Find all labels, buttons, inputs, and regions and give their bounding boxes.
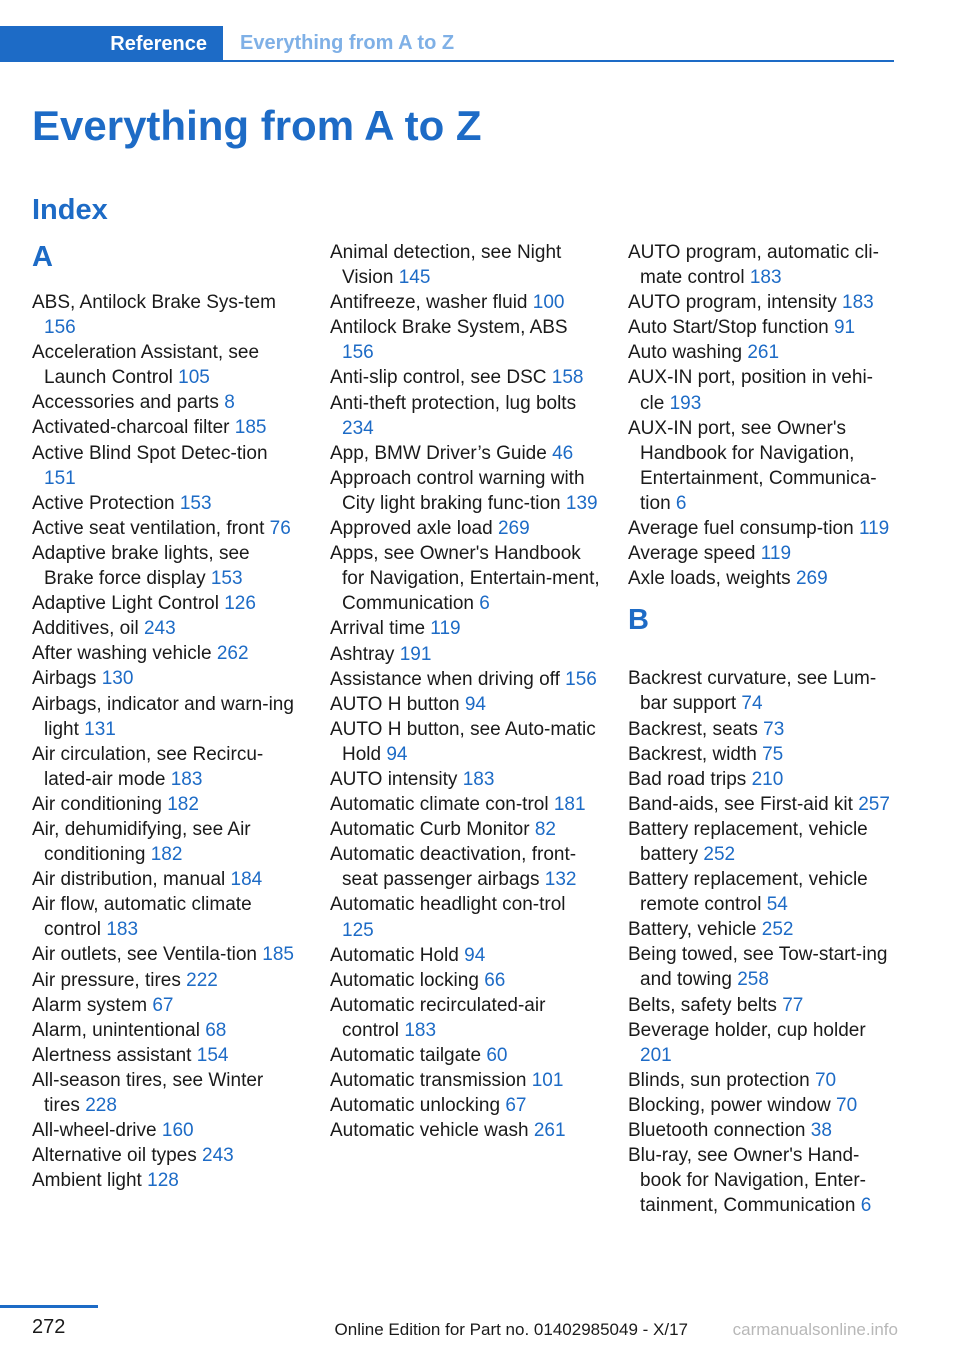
page-link[interactable]: 126 — [224, 593, 256, 615]
page-link[interactable]: 185 — [234, 417, 267, 439]
entry-text: AUTO H button, see Auto-matic Hold — [330, 718, 596, 765]
entry-text: Backrest, seats — [628, 718, 758, 740]
entry-text: Alarm system — [32, 994, 148, 1016]
entry-text: All-wheel-drive — [32, 1120, 157, 1142]
entry-text: Battery replacement, vehicle remote control — [628, 869, 868, 916]
entry-text: AUTO H button — [330, 693, 460, 715]
entry-text: Automatic unlocking — [330, 1095, 501, 1117]
page-link[interactable]: 210 — [751, 768, 784, 790]
page-link[interactable]: 38 — [810, 1120, 832, 1141]
index-entry — [330, 968, 602, 993]
index-entry — [628, 1093, 896, 1118]
page-link[interactable]: 252 — [703, 843, 736, 865]
entry-text: AUX-IN port, see Owner's Handbook for Navigation, Entertainment, Communica-tion — [628, 417, 877, 514]
index-entry — [628, 767, 896, 792]
page-link[interactable]: 182 — [167, 793, 199, 815]
index-entry — [628, 290, 896, 315]
page-link[interactable]: 185 — [262, 944, 294, 966]
page-link[interactable]: 243 — [143, 618, 176, 640]
entry-text: Adaptive brake lights, see Brake force display — [32, 542, 250, 590]
index-entry — [32, 1143, 304, 1168]
entry-text: Automatic Curb Monitor — [330, 819, 530, 841]
page-link[interactable]: 8 — [224, 392, 235, 414]
page-link[interactable]: 73 — [763, 718, 785, 740]
index-entry — [330, 792, 602, 817]
page-link[interactable]: 60 — [486, 1045, 508, 1066]
index-entry — [330, 767, 602, 792]
page-link[interactable]: 6 — [860, 1195, 872, 1217]
index-entry — [628, 365, 896, 415]
index-entry — [32, 1168, 304, 1193]
entry-text: Automatic locking — [330, 969, 479, 991]
index-entry — [628, 1068, 896, 1093]
index-entry — [32, 591, 304, 616]
index-entry — [628, 516, 896, 541]
index-entry — [32, 441, 304, 491]
page-link[interactable]: 156 — [342, 342, 374, 364]
page-link[interactable]: 183 — [749, 267, 782, 289]
page-link[interactable]: 75 — [762, 743, 784, 765]
page-link[interactable]: 82 — [534, 819, 556, 841]
index-entry — [628, 742, 896, 767]
page-link[interactable]: 262 — [216, 643, 249, 665]
entry-text: Air distribution, manual — [32, 869, 226, 891]
index-entry — [32, 867, 304, 892]
footer-rule — [0, 1305, 98, 1308]
index-entry — [330, 616, 602, 641]
page-link[interactable]: 193 — [669, 392, 702, 414]
page-link[interactable]: 131 — [84, 718, 116, 740]
entry-text: Air conditioning — [32, 793, 162, 815]
section-title: Index — [32, 194, 108, 226]
page-link[interactable]: 183 — [170, 768, 203, 790]
header-rule — [223, 60, 894, 62]
index-entry — [628, 666, 896, 716]
page-link[interactable]: 228 — [85, 1095, 117, 1116]
entry-text: AUTO program, automatic cli-mate control — [628, 242, 879, 289]
index-entry — [32, 942, 304, 967]
entry-text: Apps, see Owner's Handbook for Navigation, Entertain-ment, Communication — [330, 543, 600, 615]
index-entry — [330, 1043, 602, 1068]
page-link[interactable]: 201 — [640, 1044, 672, 1066]
entry-text: Air pressure, tires — [32, 969, 181, 991]
index-entry — [32, 415, 304, 440]
page-link[interactable]: 119 — [858, 518, 890, 540]
entry-text: Automatic headlight con-trol — [330, 894, 566, 916]
entry-text: All-season tires, see Winter tires — [32, 1069, 264, 1116]
page-link[interactable]: 182 — [150, 844, 183, 866]
index-column-2 — [330, 240, 602, 1143]
page-link[interactable]: 46 — [552, 442, 574, 464]
index-entry — [628, 867, 896, 917]
page-link[interactable]: 67 — [152, 994, 174, 1016]
entry-text: Airbags, indicator and warn-ing light — [32, 693, 294, 740]
index-entry — [330, 466, 602, 516]
entry-text: Assistance when driving off — [330, 668, 560, 690]
entry-text: Automatic transmission — [330, 1070, 527, 1092]
index-entry — [628, 817, 896, 867]
index-entry — [32, 742, 304, 792]
page-link[interactable]: 54 — [766, 894, 788, 916]
page-link[interactable]: 70 — [836, 1094, 858, 1116]
entry-text: Bad road trips — [628, 768, 747, 790]
page-link[interactable]: 68 — [205, 1019, 227, 1041]
index-entry — [330, 717, 602, 767]
index-letter: A — [32, 241, 53, 273]
entry-text: ABS, Antilock Brake Sys-tem — [32, 292, 276, 313]
entry-text: Blinds, sun protection — [628, 1069, 810, 1091]
entry-text: Battery replacement, vehicle battery — [628, 818, 868, 865]
entry-text: Antifreeze, washer fluid — [330, 292, 528, 314]
page-link[interactable]: 269 — [497, 518, 530, 540]
entry-text: AUTO intensity — [330, 768, 458, 790]
entry-text: Automatic climate con-trol — [330, 794, 549, 816]
entry-text: Battery, vehicle — [628, 919, 757, 941]
index-letter: B — [628, 604, 649, 637]
entry-text: Alarm, unintentional — [32, 1019, 200, 1041]
entry-text: Animal detection, see Night Vision — [330, 242, 562, 289]
index-entry — [32, 390, 304, 415]
page-link[interactable]: 139 — [565, 492, 598, 514]
entry-text: Acceleration Assistant, see Launch Control — [32, 342, 260, 389]
page-link[interactable]: 183 — [404, 1019, 437, 1041]
index-entry — [330, 892, 602, 942]
page-link[interactable]: 258 — [737, 969, 769, 991]
index-entry — [628, 942, 896, 992]
entry-text: Backrest curvature, see Lum-bar support — [628, 668, 877, 715]
entry-text: Antilock Brake System, ABS — [330, 317, 568, 339]
index-entry — [330, 692, 602, 717]
page-link[interactable]: 91 — [833, 317, 856, 339]
index-entry — [32, 541, 304, 591]
entry-text: Air, dehumidifying, see Air conditioning — [32, 818, 251, 866]
index-entry — [628, 240, 896, 290]
page-link[interactable]: 76 — [269, 517, 291, 539]
entry-text: After washing vehicle — [32, 643, 212, 665]
page-link[interactable]: 153 — [179, 492, 212, 514]
page-link[interactable]: 67 — [505, 1095, 527, 1117]
entry-text: Alternative oil types — [32, 1145, 197, 1167]
entry-text: Air flow, automatic climate control — [32, 894, 252, 941]
entry-text: Axle loads, weights — [628, 568, 791, 590]
page-link[interactable]: 145 — [398, 267, 431, 289]
entry-text: Automatic Hold — [330, 944, 459, 966]
page-link[interactable]: 261 — [747, 342, 780, 364]
entry-text: Automatic vehicle wash — [330, 1120, 529, 1142]
page-link[interactable]: 269 — [795, 568, 828, 590]
page-link[interactable]: 158 — [551, 367, 584, 389]
tab-everything-a-to-z[interactable]: Everything from A to Z — [240, 32, 455, 54]
page-title: Everything from A to Z — [32, 102, 482, 149]
page-link[interactable]: 243 — [202, 1145, 234, 1167]
index-entry — [32, 892, 304, 942]
index-entry — [330, 943, 602, 968]
index-entry — [32, 1068, 304, 1118]
index-entry — [32, 692, 304, 742]
entry-text: Approved axle load — [330, 518, 493, 540]
index-entry — [330, 441, 602, 466]
entry-text: Anti-slip control, see DSC — [330, 367, 547, 389]
index-entry — [32, 641, 304, 666]
page-link[interactable]: 70 — [814, 1069, 837, 1091]
index-entry — [330, 667, 602, 692]
page-link[interactable]: 184 — [230, 869, 263, 891]
index-entry — [330, 1068, 602, 1093]
index-entry — [330, 240, 602, 290]
page-link[interactable]: 257 — [858, 793, 890, 815]
index-entry — [628, 1018, 896, 1068]
index-entry — [628, 416, 896, 516]
index-entry — [330, 516, 602, 541]
index-entry — [628, 792, 896, 817]
index-entry — [32, 491, 304, 516]
index-entry — [330, 365, 602, 390]
entry-text: Activated-charcoal filter — [32, 417, 230, 439]
page-link[interactable]: 128 — [147, 1170, 179, 1192]
page-link[interactable]: 6 — [479, 593, 490, 615]
entry-text: Auto washing — [628, 342, 743, 364]
page-number: 272 — [32, 1316, 66, 1338]
tab-reference[interactable]: Reference — [0, 26, 223, 62]
entry-text: AUX-IN port, position in vehi-cle — [628, 367, 873, 414]
entry-text: Air circulation, see Recircu-lated-air mode — [32, 743, 264, 790]
index-column-3 — [628, 240, 896, 1218]
entry-text: Average speed — [628, 543, 756, 565]
index-entry — [32, 516, 304, 541]
page-link[interactable]: 153 — [210, 568, 243, 590]
index-entry — [32, 290, 304, 340]
index-entry — [628, 315, 896, 340]
page-link[interactable]: 183 — [106, 919, 139, 941]
index-entry — [330, 541, 602, 616]
entry-text: Automatic deactivation, front-seat passenger airbags — [330, 844, 577, 891]
page-link[interactable]: 119 — [760, 543, 792, 565]
entry-text: Active seat ventilation, front — [32, 517, 265, 539]
entry-text: Anti-theft protection, lug bolts — [330, 392, 577, 414]
entry-text: Automatic recirculated-air control — [330, 994, 546, 1041]
page-link[interactable]: 101 — [531, 1070, 564, 1092]
index-entry — [32, 340, 304, 390]
index-entry — [32, 993, 304, 1018]
entry-text: Auto Start/Stop function — [628, 317, 829, 339]
index-entry — [330, 391, 602, 441]
index-entry — [628, 541, 896, 566]
index-entry — [628, 1118, 896, 1143]
page-link[interactable]: 132 — [544, 869, 577, 891]
entry-text: Band-aids, see First-aid kit — [628, 793, 853, 815]
index-entry — [32, 1018, 304, 1043]
page-link[interactable]: 94 — [386, 743, 408, 765]
index-entry — [330, 642, 602, 667]
entry-text: AUTO program, intensity — [628, 292, 837, 314]
entry-text: Airbags — [32, 668, 97, 690]
entry-text: Blu-ray, see Owner's Hand-book for Navigation, Enter-tainment, Communication — [628, 1145, 867, 1217]
index-entry — [32, 1043, 304, 1068]
index-entry — [628, 917, 896, 942]
page-link[interactable]: 6 — [675, 492, 687, 514]
index-entry — [628, 566, 896, 591]
page-link[interactable]: 183 — [842, 292, 874, 314]
edition-text: Online Edition for Part no. 01402985049 - X/17 — [334, 1320, 688, 1339]
entry-text: Being towed, see Tow-start-ing and towing — [628, 944, 888, 991]
page-link[interactable]: 234 — [342, 417, 374, 439]
page-link[interactable]: 160 — [161, 1120, 194, 1142]
entry-text: Adaptive Light Control — [32, 593, 219, 615]
index-entry — [330, 1093, 602, 1118]
entry-text: Additives, oil — [32, 618, 139, 640]
entry-text: Average fuel consump-tion — [628, 518, 854, 540]
index-entry — [628, 340, 896, 365]
entry-text: Air outlets, see Ventila-tion — [32, 944, 257, 966]
page-link[interactable]: 183 — [462, 768, 495, 790]
page-link[interactable]: 66 — [484, 969, 506, 991]
entry-text: Arrival time — [330, 618, 426, 640]
page-link[interactable]: 252 — [761, 919, 794, 941]
index-entry — [330, 290, 602, 315]
page-link[interactable]: 222 — [186, 969, 218, 991]
index-entry — [628, 993, 896, 1018]
page-link[interactable]: 77 — [782, 994, 804, 1016]
entry-text: Blocking, power window — [628, 1094, 831, 1116]
index-entry — [32, 817, 304, 867]
index-entry — [330, 817, 602, 842]
index-entry — [330, 993, 602, 1043]
entry-text: Accessories and parts — [32, 392, 219, 414]
index-entry — [330, 1118, 602, 1143]
index-entry — [32, 1118, 304, 1143]
entry-text: Beverage holder, cup holder — [628, 1019, 866, 1041]
page-link[interactable]: 125 — [342, 919, 374, 941]
page-link[interactable]: 74 — [741, 693, 763, 715]
entry-text: Bluetooth connection — [628, 1120, 806, 1141]
entry-text: Alertness assistant — [32, 1044, 192, 1066]
entry-text: Backrest, width — [628, 743, 757, 765]
page-link[interactable]: 94 — [464, 693, 486, 715]
page-link[interactable]: 156 — [44, 317, 76, 339]
entry-text: Ashtray — [330, 643, 395, 665]
index-column-1 — [32, 240, 304, 1193]
entry-text: Active Protection — [32, 492, 175, 514]
index-entry — [32, 616, 304, 641]
index-entry — [32, 968, 304, 993]
page-link[interactable]: 191 — [399, 643, 432, 665]
entry-text: Belts, safety belts — [628, 994, 777, 1016]
index-entry — [32, 666, 304, 691]
page-link[interactable]: 105 — [178, 367, 210, 389]
entry-text: Approach control warning with City light braking func-tion — [330, 467, 585, 514]
entry-text: Ambient light — [32, 1170, 142, 1192]
entry-text: App, BMW Driver’s Guide — [330, 442, 547, 464]
page-link[interactable]: 261 — [533, 1120, 566, 1142]
page-link[interactable]: 130 — [101, 668, 134, 690]
index-entry — [32, 792, 304, 817]
page-link[interactable]: 119 — [430, 618, 461, 640]
page-link[interactable]: 151 — [44, 467, 76, 489]
page-link[interactable]: 181 — [553, 794, 586, 816]
index-entry — [628, 1143, 896, 1218]
watermark: carmanualsonline.info — [732, 1320, 898, 1339]
index-entry — [330, 315, 602, 365]
page-link[interactable]: 154 — [196, 1044, 229, 1066]
index-entry — [330, 842, 602, 892]
header-bar — [0, 26, 894, 62]
index-entry — [628, 717, 896, 742]
entry-text: Automatic tailgate — [330, 1045, 482, 1066]
page-link[interactable]: 100 — [532, 292, 565, 314]
page-link[interactable]: 94 — [464, 944, 486, 966]
entry-text: Active Blind Spot Detec-tion — [32, 442, 268, 464]
page-link[interactable]: 156 — [565, 668, 597, 690]
